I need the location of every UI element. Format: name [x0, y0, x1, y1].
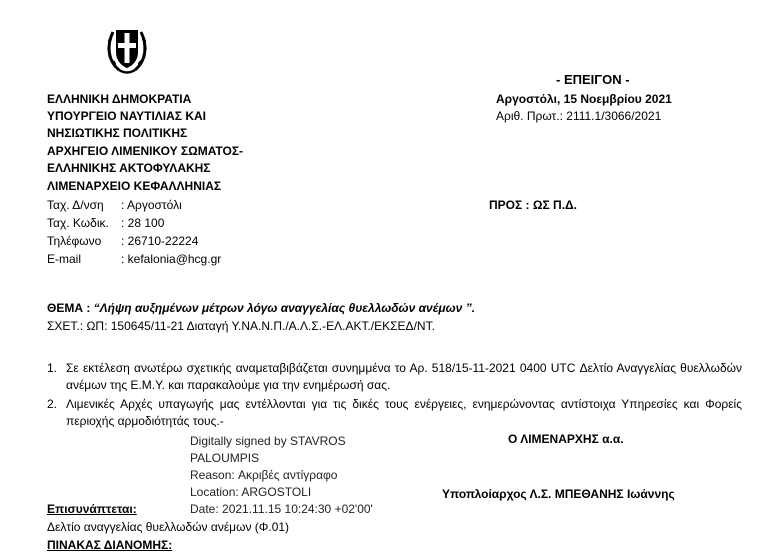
paragraph-text: Λιμενικές Αρχές υπαγωγής μας εντέλλονται για τις δικές τους ενέργειες, ενημερώνοντας αντίστοιχα Υπηρεσίες και Φορείς περιοχής αρμοδιότητάς τους.- — [66, 397, 742, 428]
sender-line: ΥΠΟΥΡΓΕΙΟ ΝΑΥΤΙΛΙΑΣ ΚΑΙ — [47, 109, 207, 123]
paragraph-number: 2. — [47, 397, 58, 411]
subject-label: ΘΕΜΑ : — [47, 301, 94, 315]
contact-zip — [47, 217, 164, 229]
address-value: : Αργοστόλι — [121, 198, 182, 212]
paragraph-number: 1. — [47, 361, 58, 375]
sender-line: ΕΛΛΗΝΙΚΗ ΔΗΜΟΚΡΑΤΙΑ — [47, 92, 192, 106]
contact-phone — [47, 235, 198, 247]
email-link[interactable]: : kefalonia@hcg.gr — [121, 252, 222, 266]
sender-line: ΕΛΛΗΝΙΚΗΣ ΑΚΤΟΦΥΛΑΚΗΣ — [47, 161, 211, 175]
subject-line — [47, 302, 475, 314]
address-label: Ταχ. Δ/νση — [47, 198, 104, 212]
signatory-name: Υποπλοίαρχος Λ.Σ. ΜΠΕΘΑΝΗΣ Ιωάννης — [442, 487, 675, 501]
subject-reference: ΣΧΕΤ.: ΩΠ: 150645/11-21 Διαταγή Υ.ΝΑ.Ν.Π./Α.Λ.Σ.-ΕΛ.ΑΚΤ./ΕΚΣΕΔ/ΝΤ. — [47, 319, 435, 333]
sender-line: ΛΙΜΕΝΑΡΧΕΙΟ ΚΕΦΑΛΛΗΝΙΑΣ — [47, 179, 222, 193]
attachments-label: Επισυνάπτεται: — [47, 502, 137, 516]
contact-email — [47, 253, 221, 265]
signature-line: PALOUMPIS — [190, 451, 260, 465]
phone-value: : 26710-22224 — [121, 234, 199, 248]
sender-line: ΑΡΧΗΓΕΙΟ ΛΙΜΕΝΙΚΟΥ ΣΩΜΑΤΟΣ- — [47, 144, 244, 158]
greek-coat-of-arms-icon — [105, 22, 149, 76]
sender-line: ΝΗΣΙΩΤΙΚΗΣ ΠΟΛΙΤΙΚΗΣ — [47, 126, 188, 140]
signature-line: Date: 2021.11.15 10:24:30 +02'00' — [190, 502, 373, 516]
signature-line: Reason: Ακριβές αντίγραφο — [190, 468, 338, 482]
signature-line: Location: ARGOSTOLI — [190, 485, 312, 499]
zip-value: : 28 100 — [121, 216, 165, 230]
phone-label: Τηλέφωνο — [47, 234, 102, 248]
attachment-item: Δελτίο αναγγελίας θυελλωδών ανέμων (Φ.01) — [47, 520, 290, 534]
email-label: E-mail — [47, 252, 82, 266]
signatory-title: Ο ΛΙΜΕΝΑΡΧΗΣ α.α. — [508, 432, 624, 446]
urgency-label: - ΕΠΕΙΓΟΝ - — [556, 72, 630, 87]
subject-text: “Λήψη αυξημένων μέτρων λόγω αναγγελίας θυελλωδών ανέμων ”. — [93, 301, 476, 315]
paragraph-text: Σε εκτέλεση ανωτέρω σχετικής αναμεταβιβάζεται συνημμένα το Αρ. 518/15-11-2021 0400 UTC Δελτίο Αναγγελίας θυελλωδών ανέμων της Ε.Μ.Υ. και παρακαλούμε για την ενημέρωσή σας. — [66, 361, 742, 392]
signature-line: Digitally signed by STAVROS — [190, 434, 346, 448]
recipient: ΠΡΟΣ : ΩΣ Π.Δ. — [489, 198, 577, 212]
contact-address — [47, 199, 182, 211]
place-date: Αργοστόλι, 15 Νοεμβρίου 2021 — [496, 92, 672, 106]
distribution-label: ΠΙΝΑΚΑΣ ΔΙΑΝΟΜΗΣ: — [47, 538, 173, 552]
zip-label: Ταχ. Κωδικ. — [47, 216, 109, 230]
protocol-number: Αριθ. Πρωτ.: 2111.1/3066/2021 — [496, 109, 662, 123]
